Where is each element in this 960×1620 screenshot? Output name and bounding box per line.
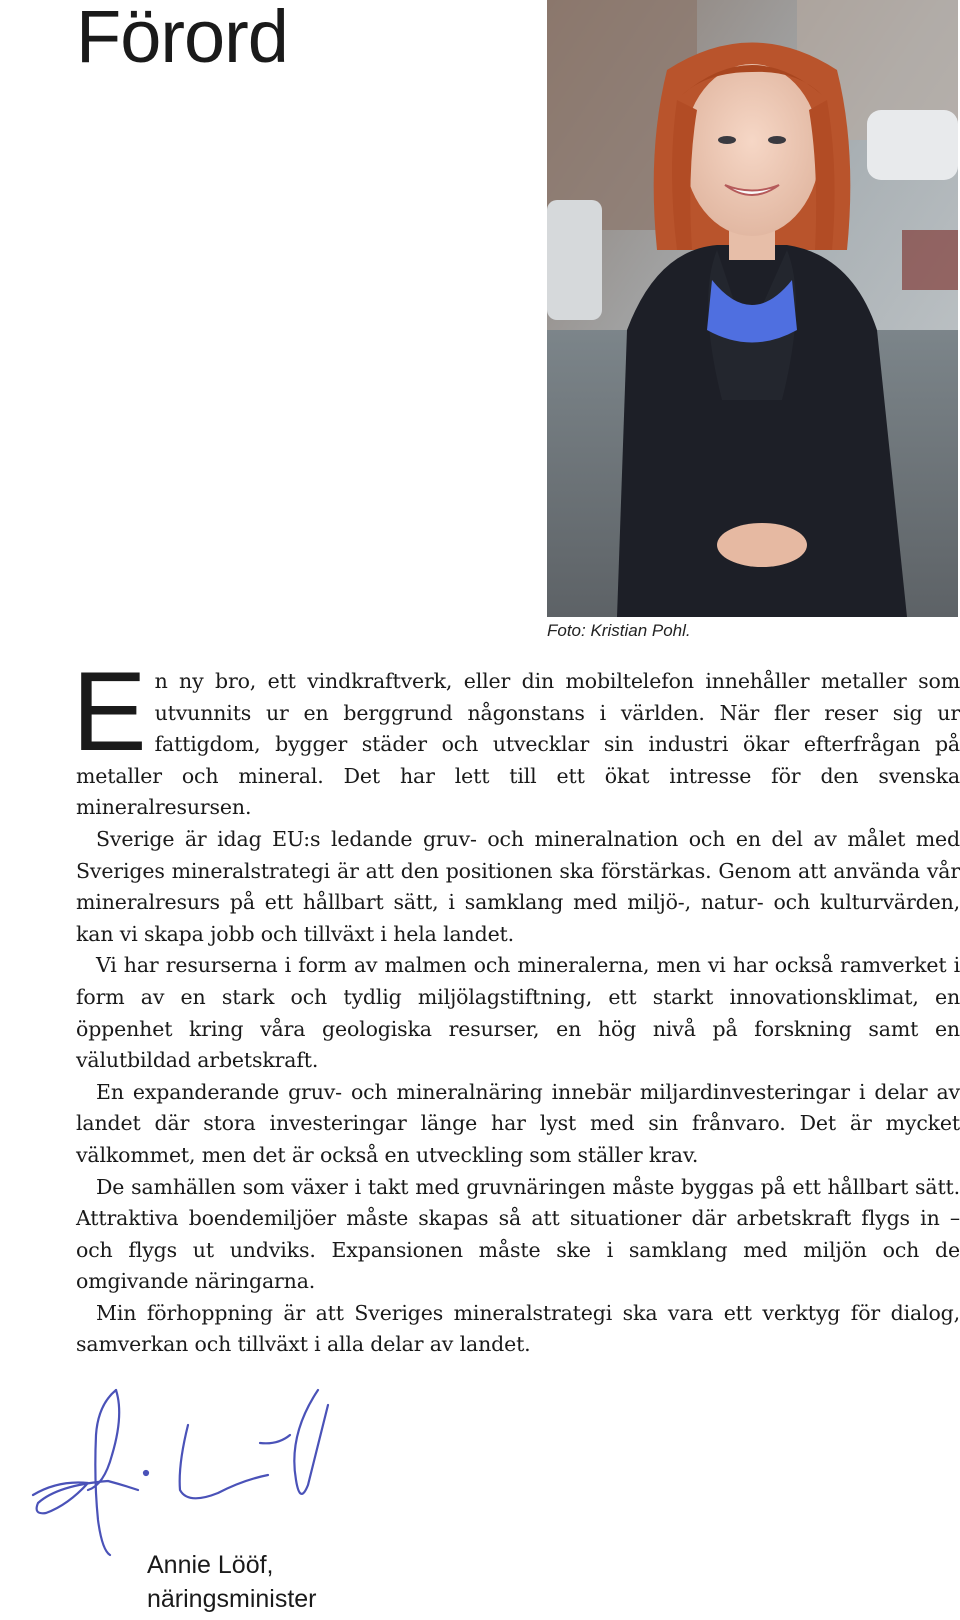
portrait-photo xyxy=(547,0,958,617)
paragraph xyxy=(72,649,960,824)
paragraph: En expanderande gruv- och mineralnäring innebär miljardinvesteringar i delar av landet där stora investeringar länge har lyst med sin frånvaro. Det är mycket välkommet, men det är också en utveckling som ställer krav. xyxy=(76,1079,960,1167)
foreword-body xyxy=(72,649,960,1361)
signer-role: näringsminister xyxy=(147,1585,317,1613)
page-title: Förord xyxy=(76,0,288,78)
paragraph: Min förhoppning är att Sveriges mineralstrategi ska vara ett verktyg för dialog, samverkan och tillväxt i alla delar av landet. xyxy=(76,1300,960,1357)
signer-name: Annie Lööf, xyxy=(147,1551,274,1579)
paragraph: Vi har resurserna i form av malmen och mineralerna, men vi har också ramverket i form av en stark och tydlig miljölagstiftning, ett starkt innovationsklimat, en öppenhet kring våra geologiska resurser, en hög nivå på forskning samt en välutbildad arbetskraft. xyxy=(76,953,960,1073)
signer-block xyxy=(147,1548,317,1616)
paragraph: De samhällen som växer i takt med gruvnäringen måste byggas på ett hållbart sätt. Attraktiva boendemiljöer måste skapas så att situationer där arbetskraft flygs in – och flygs ut undviks. Expansionen måste ske i samklang med miljön och de omgivande näringarna. xyxy=(76,1174,960,1294)
drop-cap: E xyxy=(72,649,147,774)
paragraph: Sverige är idag EU:s ledande gruv- och mineralnation och en del av målet med Sveriges mineralstrategi är att den positionen ska förstärkas. Genom att använda vår mineralresurs på ett hållbart sätt, i samklang med miljö-, natur- och kulturvärden, kan vi skapa jobb och tillväxt i hela landet. xyxy=(76,826,960,946)
paragraph-text: n ny bro, ett vindkraftverk, eller din mobiltelefon innehåller metaller som utvunnits ur en berggrund någonstans i världen. När fler reser sig ur fattigdom, bygger städer och utvecklar sin industri ökar efterfrågan på metaller och mineral. Det har lett till ett ökat intresse för den svenska mineralresursen. xyxy=(76,669,960,820)
photo-caption: Foto: Kristian Pohl. xyxy=(547,621,691,640)
handwritten-signature xyxy=(28,1385,348,1560)
